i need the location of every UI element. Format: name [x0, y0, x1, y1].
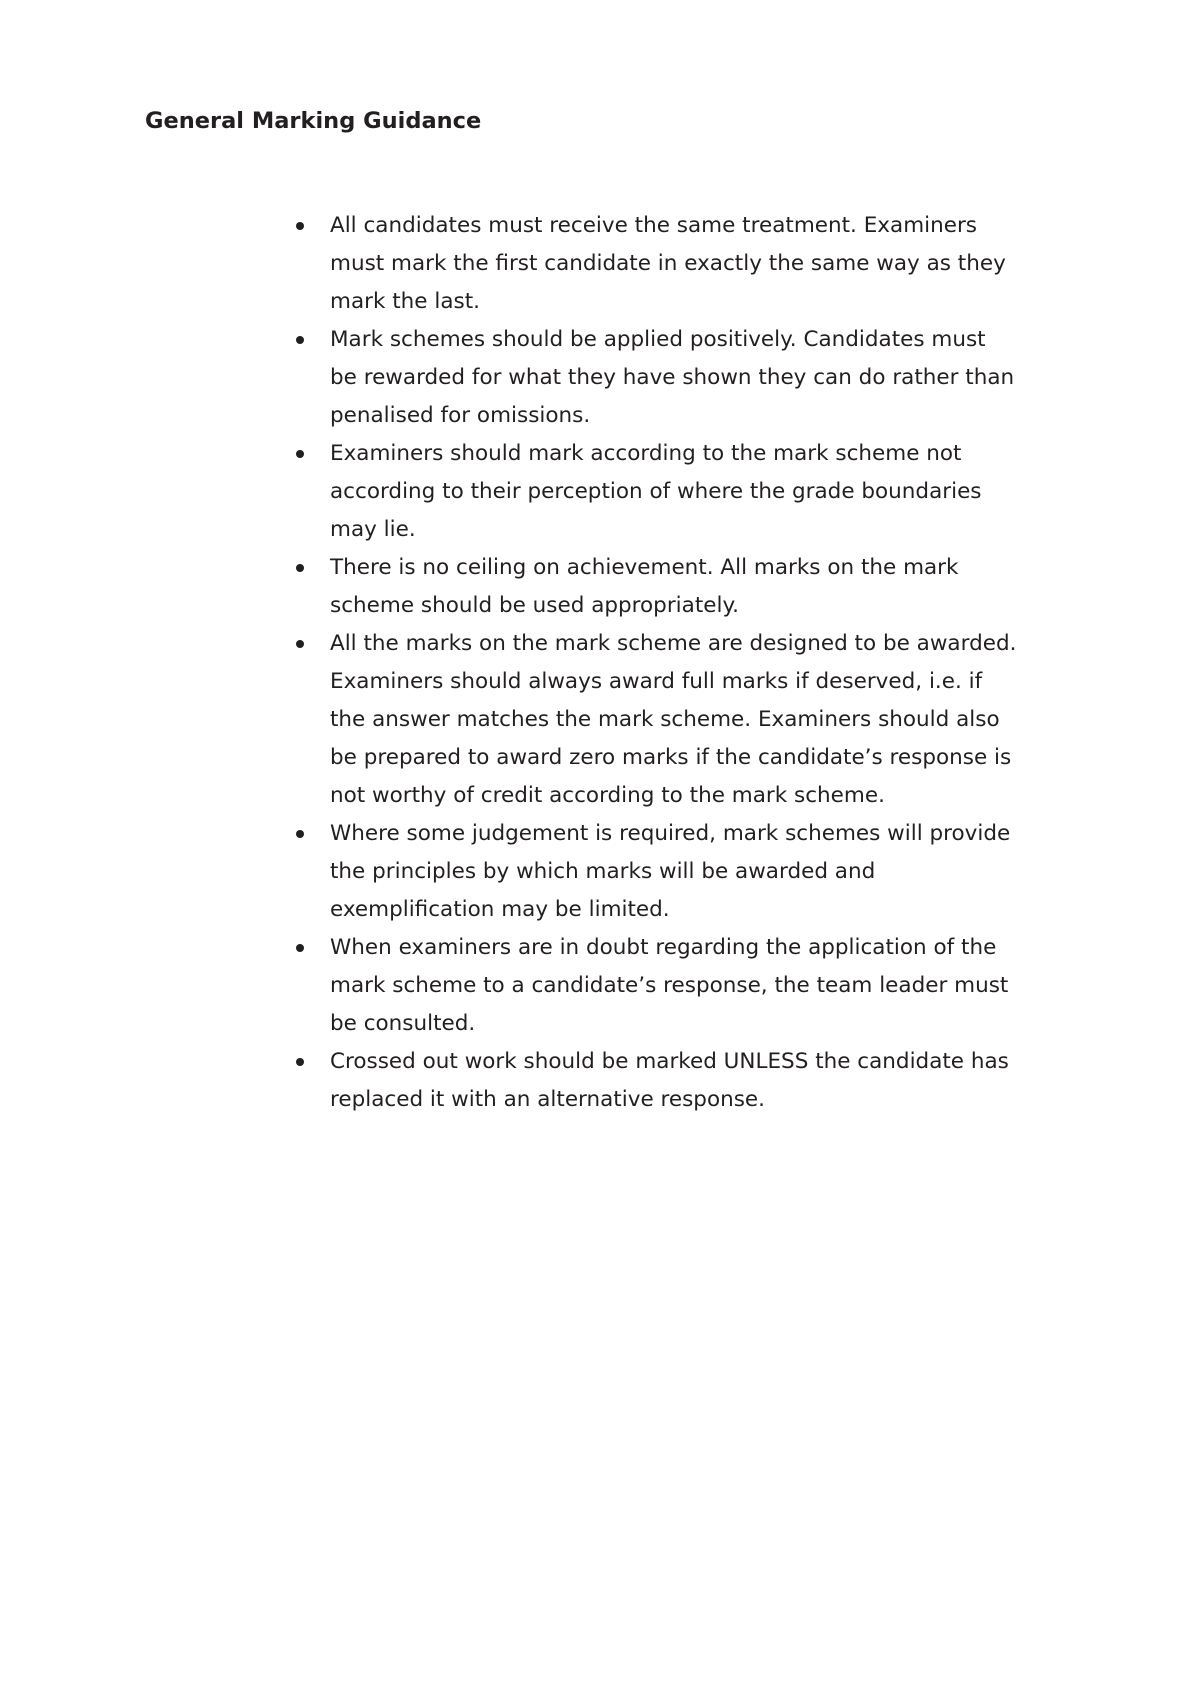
bullet-icon [296, 944, 304, 952]
list-item [290, 435, 1070, 549]
bullet-icon [296, 450, 304, 458]
bullet-icon [296, 1058, 304, 1066]
bullet-icon [296, 222, 304, 230]
list-item [290, 1043, 1070, 1119]
list-item [290, 815, 1070, 929]
list-item [290, 321, 1070, 435]
list-item [290, 549, 1070, 625]
list-item-text: Where some judgement is required, mark schemes will provide the principles by which marks will be awarded and exemplification may be limited. [330, 821, 1011, 922]
bullet-icon [296, 830, 304, 838]
list-item-text: All candidates must receive the same treatment. Examiners must mark the first candidate in exactly the same way as they mark the last. [330, 213, 1006, 314]
bullet-icon [296, 336, 304, 344]
list-item-text: Crossed out work should be marked UNLESS the candidate has replaced it with an alternative response. [330, 1049, 1009, 1112]
list-item [290, 929, 1070, 1043]
list-item-text: Mark schemes should be applied positively. Candidates must be rewarded for what they have shown they can do rather than penalised for omissions. [330, 327, 1015, 428]
list-item [290, 207, 1070, 321]
guidance-list [290, 207, 1070, 1119]
list-item-text: Examiners should mark according to the mark scheme not according to their perception of where the grade boundaries may lie. [330, 441, 982, 542]
list-item-text: There is no ceiling on achievement. All marks on the mark scheme should be used appropriately. [330, 555, 959, 618]
page-heading: General Marking Guidance [145, 108, 482, 134]
bullet-icon [296, 564, 304, 572]
bullet-icon [296, 640, 304, 648]
list-item-text: When examiners are in doubt regarding the application of the mark scheme to a candidate’s response, the team leader must be consulted. [330, 935, 1009, 1036]
list-item [290, 625, 1070, 815]
list-item-text: All the marks on the mark scheme are designed to be awarded. Examiners should always award full marks if deserved, i.e. if the answer matches the mark scheme. Examiners should also be prepared to award zero marks if the candidate’s response is not worthy of credit according to the mark scheme. [330, 631, 1017, 808]
